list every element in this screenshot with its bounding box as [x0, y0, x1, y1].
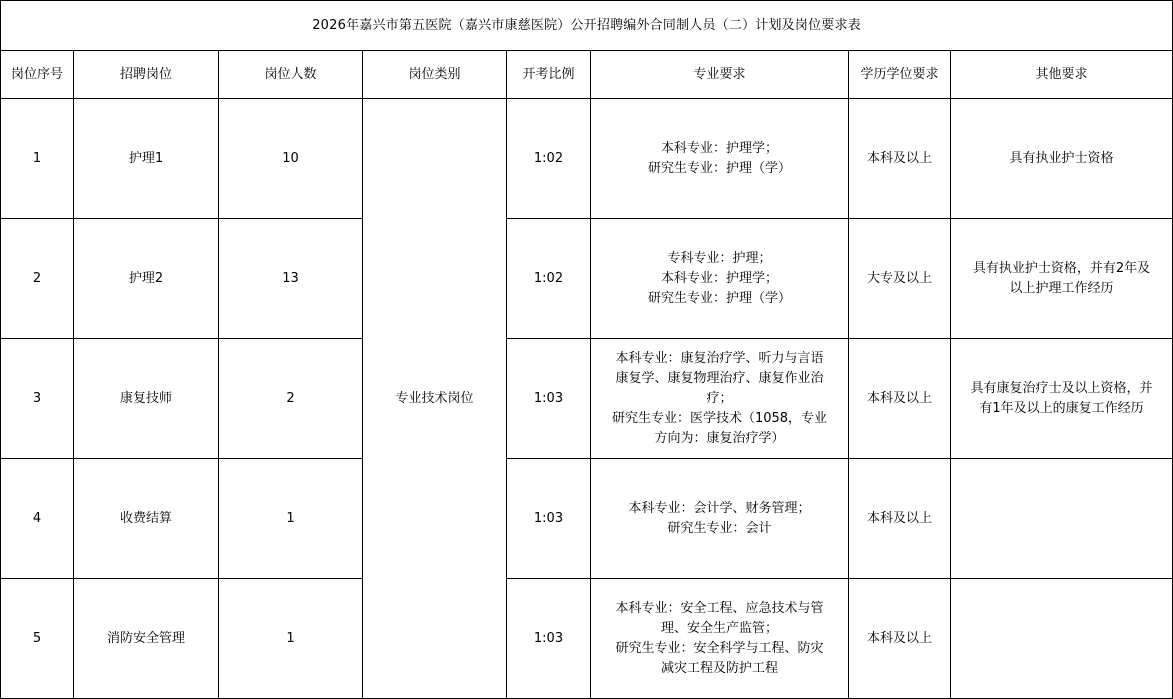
post-name-cell: 护理1 [74, 99, 219, 219]
post-count-cell: 1 [219, 579, 363, 699]
post-count-cell: 1 [219, 459, 363, 579]
exam-ratio-cell: 1:03 [507, 339, 591, 459]
major-line: 减灾工程及防护工程 [660, 660, 778, 676]
education-requirement-cell: 本科及以上 [849, 579, 951, 699]
major-line: 疗； [706, 390, 733, 406]
other-requirement-cell [951, 339, 1173, 459]
major-line: 研究生专业：医学技术（1058，专业 [611, 410, 828, 426]
education-requirement-cell: 大专及以上 [849, 219, 951, 339]
major-requirement-cell [591, 219, 849, 339]
post-count-cell: 2 [219, 339, 363, 459]
major-requirement-cell [591, 579, 849, 699]
exam-ratio-cell: 1:03 [507, 579, 591, 699]
major-line: 研究生专业：护理（学） [647, 160, 791, 176]
major-line: 康复学、康复物理治疗、康复作业治 [615, 370, 824, 386]
header-post-no: 岗位序号 [1, 51, 74, 99]
major-line: 理、安全生产监管； [660, 620, 778, 636]
major-line: 本科专业：安全工程、应急技术与管 [615, 600, 824, 616]
table-row [1, 579, 1173, 699]
header-other-requirement: 其他要求 [951, 51, 1173, 99]
other-requirement-cell [951, 459, 1173, 579]
post-count-cell: 10 [219, 99, 363, 219]
post-name-cell: 康复技师 [74, 339, 219, 459]
education-requirement-cell: 本科及以上 [849, 459, 951, 579]
major-line: 本科专业：护理学； [660, 270, 778, 286]
major-line: 专科专业：护理； [667, 250, 772, 266]
table-row [1, 219, 1173, 339]
exam-ratio-cell: 1:02 [507, 219, 591, 339]
major-requirement-cell [591, 99, 849, 219]
header-education-requirement: 学历学位要求 [849, 51, 951, 99]
exam-ratio-cell: 1:03 [507, 459, 591, 579]
header-post-category: 岗位类别 [363, 51, 507, 99]
post-no-cell: 1 [1, 99, 74, 219]
post-name-cell: 收费结算 [74, 459, 219, 579]
other-line: 具有执业护士资格 [1009, 150, 1114, 166]
education-requirement-cell: 本科及以上 [849, 339, 951, 459]
major-line: 方向为：康复治疗学） [654, 430, 785, 446]
other-requirement-cell [951, 579, 1173, 699]
post-no-cell: 5 [1, 579, 74, 699]
post-name-cell: 消防安全管理 [74, 579, 219, 699]
other-line: 具有康复治疗士及以上资格，并 [970, 380, 1153, 396]
major-line: 研究生专业：安全科学与工程、防灾 [615, 640, 824, 656]
header-post-name: 招聘岗位 [74, 51, 219, 99]
major-line: 研究生专业：会计 [667, 520, 772, 536]
header-major-requirement: 专业要求 [591, 51, 849, 99]
table-title: 2026年嘉兴市第五医院（嘉兴市康慈医院）公开招聘编外合同制人员（二）计划及岗位要求表 [1, 1, 1173, 51]
post-no-cell: 4 [1, 459, 74, 579]
post-no-cell: 3 [1, 339, 74, 459]
other-line: 以上护理工作经历 [1009, 280, 1114, 296]
table-row [1, 339, 1173, 459]
major-line: 本科专业：护理学； [660, 140, 778, 156]
post-count-cell: 13 [219, 219, 363, 339]
major-requirement-cell [591, 339, 849, 459]
post-name-cell: 护理2 [74, 219, 219, 339]
table-row [1, 99, 1173, 219]
header-exam-ratio: 开考比例 [507, 51, 591, 99]
other-line: 有1年及以上的康复工作经历 [979, 400, 1144, 416]
exam-ratio-cell: 1:02 [507, 99, 591, 219]
header-post-count: 岗位人数 [219, 51, 363, 99]
education-requirement-cell: 本科及以上 [849, 99, 951, 219]
major-line: 本科专业：康复治疗学、听力与言语 [615, 350, 824, 366]
table-row [1, 459, 1173, 579]
other-requirement-cell [951, 219, 1173, 339]
major-requirement-cell [591, 459, 849, 579]
other-line: 具有执业护士资格，并有2年及 [972, 260, 1151, 276]
post-category-cell: 专业技术岗位 [363, 99, 507, 699]
major-line: 本科专业：会计学、财务管理； [628, 500, 811, 516]
header-row [1, 51, 1173, 99]
post-no-cell: 2 [1, 219, 74, 339]
major-line: 研究生专业：护理（学） [647, 290, 791, 306]
other-requirement-cell [951, 99, 1173, 219]
